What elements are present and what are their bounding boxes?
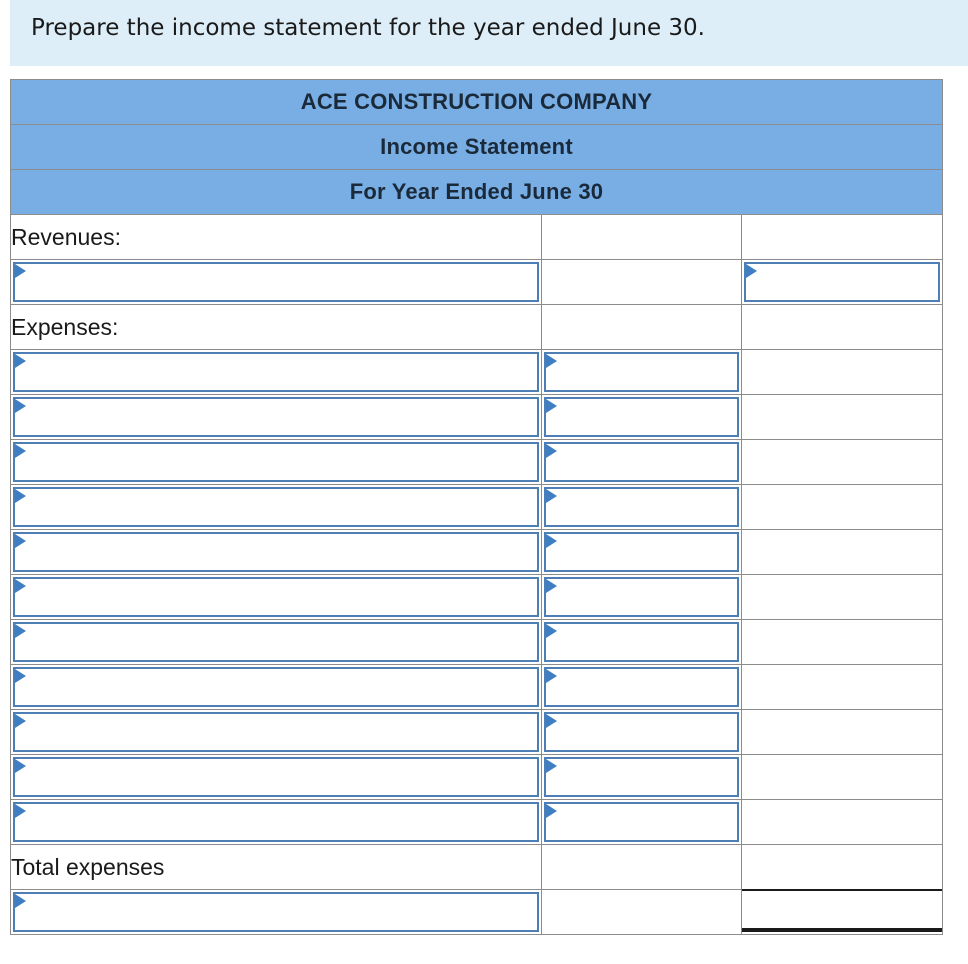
empty-cell (742, 710, 943, 755)
dropdown-marker-icon (546, 534, 557, 548)
empty-cell (742, 530, 943, 575)
expense-account-dropdown[interactable] (13, 667, 539, 707)
expense-account-dropdown[interactable] (13, 487, 539, 527)
dropdown-marker-icon (15, 399, 26, 413)
expense-row (11, 440, 943, 485)
empty-cell (542, 305, 742, 350)
dropdown-marker-icon (15, 759, 26, 773)
expense-amount-input[interactable] (544, 802, 739, 842)
net-income-account-dropdown[interactable] (13, 892, 539, 932)
empty-cell (742, 575, 943, 620)
expense-amount-input[interactable] (544, 622, 739, 662)
expense-amount-cell (542, 620, 742, 665)
income-statement-table (10, 79, 943, 935)
dropdown-marker-icon (546, 714, 557, 728)
expense-amount-input[interactable] (544, 352, 739, 392)
dropdown-marker-icon (546, 489, 557, 503)
empty-cell (742, 395, 943, 440)
statement-title: Income Statement (11, 125, 943, 170)
expense-account-dropdown[interactable] (13, 712, 539, 752)
header-row-title (11, 125, 943, 170)
revenue-account-cell (11, 260, 542, 305)
expense-amount-input[interactable] (544, 532, 739, 572)
empty-cell (542, 845, 742, 890)
empty-cell (742, 305, 943, 350)
expense-account-cell (11, 440, 542, 485)
empty-cell (742, 215, 943, 260)
expense-row (11, 350, 943, 395)
statement-period: For Year Ended June 30 (11, 170, 943, 215)
expense-row (11, 575, 943, 620)
revenue-row (11, 260, 943, 305)
expense-account-dropdown[interactable] (13, 757, 539, 797)
dropdown-marker-icon (15, 669, 26, 683)
dropdown-marker-icon (546, 759, 557, 773)
empty-cell (542, 890, 742, 935)
revenues-label-row (11, 215, 943, 260)
expense-amount-cell (542, 350, 742, 395)
expense-account-cell (11, 710, 542, 755)
header-row-period (11, 170, 943, 215)
expense-row (11, 800, 943, 845)
dropdown-marker-icon (15, 264, 26, 278)
expense-account-cell (11, 755, 542, 800)
total-expenses-row (11, 845, 943, 890)
empty-cell (742, 800, 943, 845)
dropdown-marker-icon (546, 624, 557, 638)
dropdown-marker-icon (15, 534, 26, 548)
expense-amount-cell (542, 530, 742, 575)
dropdown-marker-icon (15, 624, 26, 638)
expense-account-cell (11, 575, 542, 620)
empty-cell (742, 440, 943, 485)
expense-amount-cell (542, 710, 742, 755)
empty-cell (542, 260, 742, 305)
net-income-amount-cell (742, 890, 943, 935)
expenses-label-row (11, 305, 943, 350)
expense-account-dropdown[interactable] (13, 577, 539, 617)
dropdown-marker-icon (546, 669, 557, 683)
dropdown-marker-icon (546, 444, 557, 458)
dropdown-marker-icon (15, 354, 26, 368)
dropdown-marker-icon (15, 579, 26, 593)
empty-cell (742, 620, 943, 665)
dropdown-marker-icon (15, 489, 26, 503)
expense-row (11, 755, 943, 800)
expense-account-cell (11, 665, 542, 710)
empty-cell (542, 215, 742, 260)
revenue-account-dropdown[interactable] (13, 262, 539, 302)
expense-row (11, 395, 943, 440)
expense-account-cell (11, 530, 542, 575)
expense-row (11, 710, 943, 755)
dropdown-marker-icon (546, 804, 557, 818)
header-row-company (11, 80, 943, 125)
question-text: Prepare the income statement for the year ended June 30. (31, 15, 705, 41)
expense-account-dropdown[interactable] (13, 622, 539, 662)
expense-row (11, 620, 943, 665)
expense-amount-input[interactable] (544, 442, 739, 482)
dropdown-marker-icon (546, 579, 557, 593)
net-income-row (11, 890, 943, 935)
expense-account-cell (11, 485, 542, 530)
expense-account-cell (11, 395, 542, 440)
revenue-amount-input[interactable] (744, 262, 940, 302)
empty-cell (742, 350, 943, 395)
dropdown-marker-icon (15, 804, 26, 818)
expense-account-cell (11, 620, 542, 665)
expense-amount-cell (542, 665, 742, 710)
total-expenses-amount-cell (742, 845, 943, 890)
empty-cell (742, 755, 943, 800)
dropdown-marker-icon (546, 354, 557, 368)
revenues-label: Revenues: (11, 215, 542, 260)
empty-cell (742, 665, 943, 710)
expense-account-dropdown[interactable] (13, 442, 539, 482)
expense-account-dropdown[interactable] (13, 397, 539, 437)
question-prompt (10, 0, 968, 66)
dropdown-marker-icon (15, 714, 26, 728)
expense-amount-cell (542, 800, 742, 845)
expense-amount-cell (542, 485, 742, 530)
expense-amount-cell (542, 440, 742, 485)
double-rule (742, 928, 942, 932)
dropdown-marker-icon (746, 264, 757, 278)
dropdown-marker-icon (15, 444, 26, 458)
expenses-label: Expenses: (11, 305, 542, 350)
expense-amount-input[interactable] (544, 577, 739, 617)
single-rule (742, 889, 942, 891)
net-income-account-cell (11, 890, 542, 935)
expense-amount-cell (542, 575, 742, 620)
expense-amount-input[interactable] (544, 757, 739, 797)
dropdown-marker-icon (546, 399, 557, 413)
expense-amount-input[interactable] (544, 712, 739, 752)
expense-row (11, 665, 943, 710)
expense-row (11, 530, 943, 575)
expense-account-cell (11, 800, 542, 845)
expense-amount-input[interactable] (544, 667, 739, 707)
expense-account-dropdown[interactable] (13, 532, 539, 572)
expense-account-dropdown[interactable] (13, 352, 539, 392)
expense-amount-input[interactable] (544, 397, 739, 437)
expense-account-dropdown[interactable] (13, 802, 539, 842)
company-name: ACE CONSTRUCTION COMPANY (11, 80, 943, 125)
total-expenses-label: Total expenses (11, 845, 542, 890)
empty-cell (742, 485, 943, 530)
expense-amount-cell (542, 395, 742, 440)
expense-amount-input[interactable] (544, 487, 739, 527)
revenue-amount-cell (742, 260, 943, 305)
expense-account-cell (11, 350, 542, 395)
expense-row (11, 485, 943, 530)
dropdown-marker-icon (15, 894, 26, 908)
expense-amount-cell (542, 755, 742, 800)
